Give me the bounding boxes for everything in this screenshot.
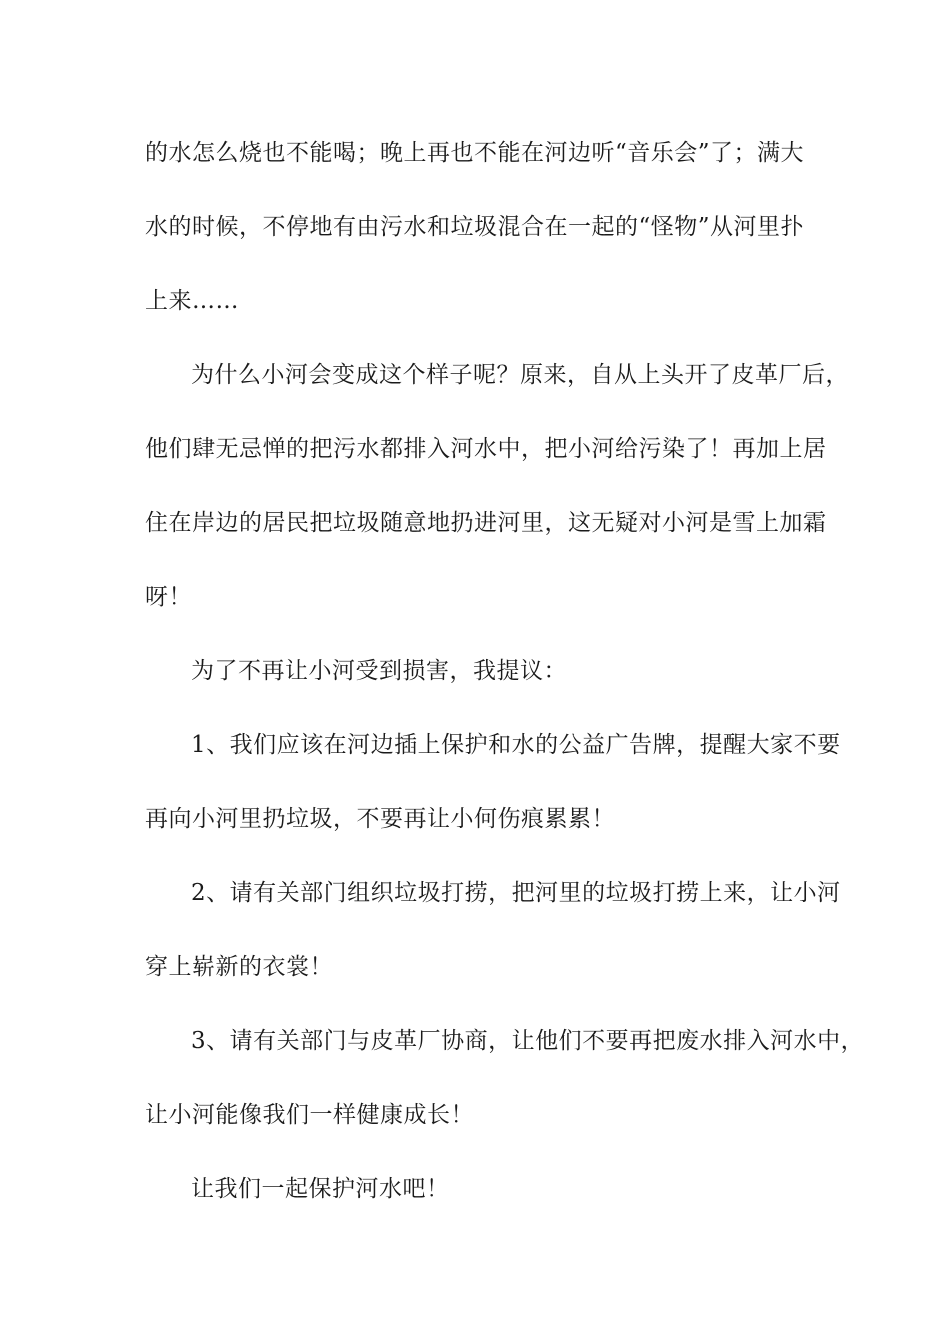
text-line: 穿上崭新的衣裳！ bbox=[145, 954, 333, 980]
list-item-1-line: 1、我们应该在河边插上保护和水的公益广告牌，提醒大家不要 bbox=[191, 732, 841, 758]
text-line: 再向小河里扔垃圾，不要再让小何伤痕累累！ bbox=[145, 806, 615, 832]
text-line: 呀！ bbox=[145, 584, 192, 610]
paragraph-start-line: 为了不再让小河受到损害，我提议： bbox=[191, 658, 567, 684]
document-body bbox=[145, 116, 865, 1226]
list-item-2-line: 2、请有关部门组织垃圾打捞，把河里的垃圾打捞上来，让小河 bbox=[191, 880, 841, 906]
closing-line: 让我们一起保护河水吧！ bbox=[191, 1176, 450, 1202]
text-line: 住在岸边的居民把垃圾随意地扔进河里，这无疑对小河是雪上加霜 bbox=[145, 510, 827, 536]
list-item-3-line: 3、请有关部门与皮革厂协商，让他们不要再把废水排入河水中， bbox=[191, 1028, 865, 1054]
paragraph-start-line: 为什么小河会变成这个样子呢？原来，自从上头开了皮革厂后， bbox=[191, 362, 849, 388]
text-line: 让小河能像我们一样健康成长！ bbox=[145, 1102, 474, 1128]
text-line: 上来…… bbox=[145, 288, 239, 314]
text-line: 他们肆无忌惮的把污水都排入河水中，把小河给污染了！再加上居 bbox=[145, 436, 827, 462]
text-line: 水的时候，不停地有由污水和垃圾混合在一起的“怪物”从河里扑 bbox=[145, 214, 805, 240]
text-line: 的水怎么烧也不能喝；晚上再也不能在河边听“音乐会”了；满大 bbox=[145, 140, 805, 166]
